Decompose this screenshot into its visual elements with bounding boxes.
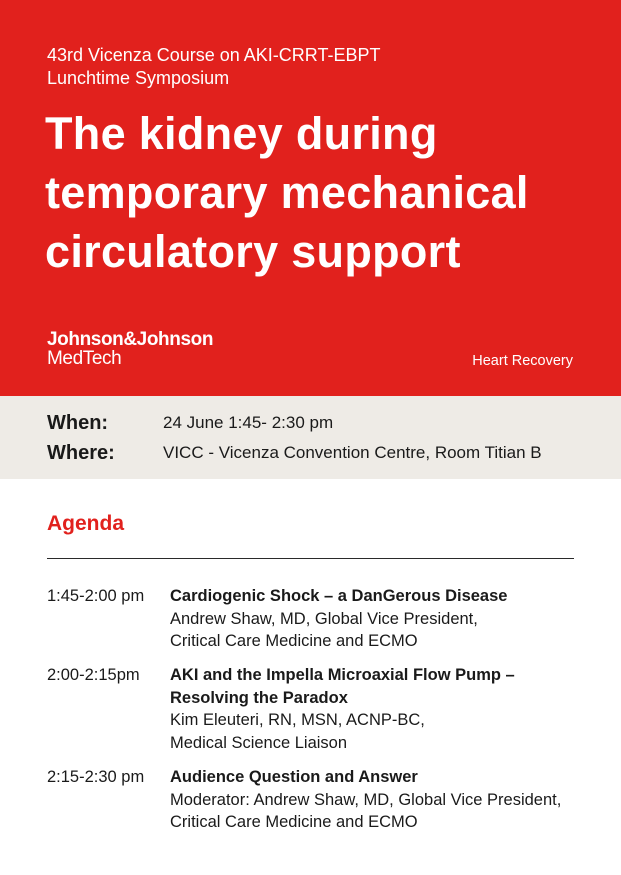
where-value: VICC - Vicenza Convention Centre, Room Titian B bbox=[163, 443, 542, 462]
hero-banner bbox=[0, 0, 621, 396]
agenda-time: 2:15-2:30 pm bbox=[47, 768, 145, 786]
brand-logo bbox=[47, 330, 213, 368]
logo-wordmark: Johnson&Johnson bbox=[47, 329, 214, 350]
event-kicker bbox=[47, 44, 380, 90]
agenda-speaker: Critical Care Medicine and ECMO bbox=[170, 813, 418, 831]
agenda-body bbox=[170, 766, 610, 834]
agenda-speaker: Moderator: Andrew Shaw, MD, Global Vice President, bbox=[170, 790, 562, 809]
agenda-time: 1:45-2:00 pm bbox=[47, 587, 145, 605]
title-line: circulatory support bbox=[45, 226, 461, 277]
title-line: The kidney during bbox=[45, 108, 438, 159]
agenda-title: AKI and the Impella Microaxial Flow Pump – bbox=[170, 666, 515, 684]
agenda-heading: Agenda bbox=[47, 512, 125, 535]
when-label: When: bbox=[47, 412, 109, 434]
agenda-title: Resolving the Paradox bbox=[170, 688, 348, 707]
agenda-divider bbox=[47, 558, 574, 559]
page-title bbox=[45, 104, 605, 281]
agenda-body bbox=[170, 585, 610, 653]
division-label: Heart Recovery bbox=[472, 353, 573, 369]
agenda-speaker: Critical Care Medicine and ECMO bbox=[170, 632, 418, 650]
agenda-body bbox=[170, 664, 610, 754]
event-info-band bbox=[0, 396, 621, 479]
agenda-speaker: Andrew Shaw, MD, Global Vice President, bbox=[170, 609, 478, 628]
agenda-speaker: Kim Eleuteri, RN, MSN, ACNP-BC, bbox=[170, 711, 425, 729]
title-line: temporary mechanical bbox=[45, 167, 529, 218]
logo-subbrand: MedTech bbox=[47, 348, 122, 369]
agenda-time: 2:00-2:15pm bbox=[47, 666, 140, 684]
agenda-title: Audience Question and Answer bbox=[170, 768, 418, 786]
where-label: Where: bbox=[47, 442, 115, 464]
agenda-speaker: Medical Science Liaison bbox=[170, 733, 348, 752]
when-value: 24 June 1:45- 2:30 pm bbox=[163, 413, 334, 432]
agenda-title: Cardiogenic Shock – a DanGerous Disease bbox=[170, 587, 508, 605]
course-name: 43rd Vicenza Course on AKI-CRRT-EBPT bbox=[47, 45, 381, 65]
symposium-type: Lunchtime Symposium bbox=[47, 68, 230, 88]
